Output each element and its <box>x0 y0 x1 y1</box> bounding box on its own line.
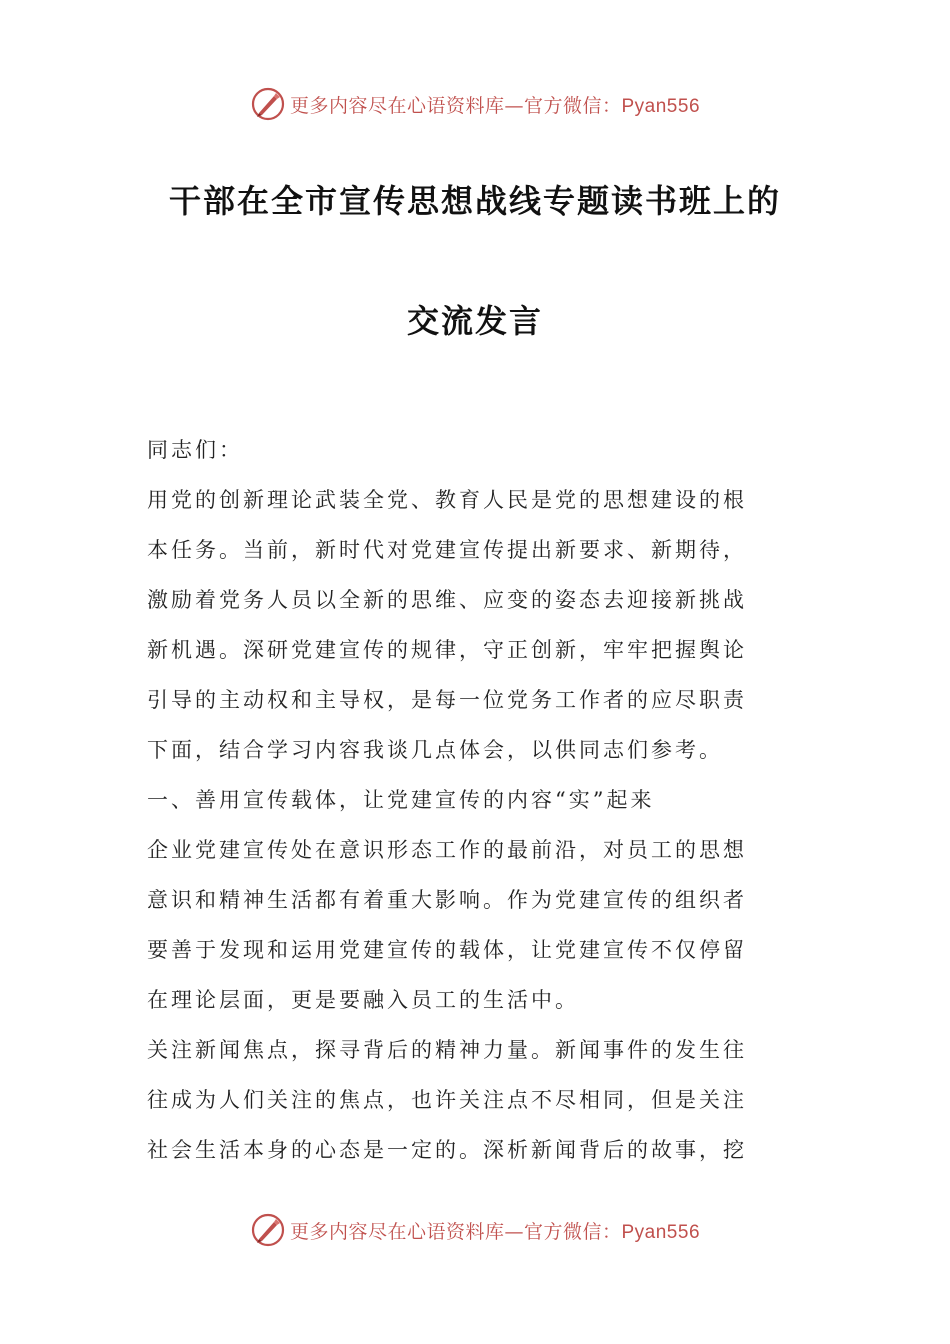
header-banner-main: 更多内容尽在心语资料库—官方微信： <box>289 94 622 117</box>
footer-banner <box>0 1210 950 1250</box>
header-banner-text <box>290 91 700 118</box>
header-wechat-id: Pyan556 <box>621 95 701 117</box>
document-title-line-2: 交流发言 <box>406 302 543 340</box>
section-heading-1: 一、善用宣传载体，让党建宣传的内容“实”起来 <box>147 788 655 812</box>
header-banner <box>0 84 950 124</box>
body-line: 意识和精神生活都有着重大影响。作为党建宣传的组织者 <box>147 888 747 912</box>
body-line: 在理论层面，更是要融入员工的生活中。 <box>147 988 579 1012</box>
body-line: 社会生活本身的心态是一定的。深析新闻背后的故事，挖 <box>147 1138 747 1162</box>
document-title-line-1: 干部在全市宣传思想战线专题读书班上的 <box>168 182 781 220</box>
body-line: 往成为人们关注的焦点，也许关注点不尽相同，但是关注 <box>147 1088 747 1112</box>
pen-logo-icon <box>250 86 286 122</box>
body-line: 本任务。当前，新时代对党建宣传提出新要求、新期待， <box>147 538 747 562</box>
body-line: 激励着党务人员以全新的思维、应变的姿态去迎接新挑战 <box>147 588 747 612</box>
body-line: 用党的创新理论武装全党、教育人民是党的思想建设的根 <box>147 488 747 512</box>
pen-logo-icon <box>250 1212 286 1248</box>
body-line: 下面，结合学习内容我谈几点体会，以供同志们参考。 <box>147 738 723 762</box>
footer-banner-main: 更多内容尽在心语资料库—官方微信： <box>289 1220 622 1243</box>
body-line: 企业党建宣传处在意识形态工作的最前沿，对员工的思想 <box>147 838 747 862</box>
body-line: 新机遇。深研党建宣传的规律，守正创新，牢牢把握舆论 <box>147 638 747 662</box>
footer-banner-text <box>290 1217 700 1244</box>
footer-wechat-id: Pyan556 <box>621 1221 701 1243</box>
body-line: 要善于发现和运用党建宣传的载体，让党建宣传不仅停留 <box>147 938 747 962</box>
body-line-salutation: 同志们： <box>147 438 243 462</box>
body-line: 关注新闻焦点，探寻背后的精神力量。新闻事件的发生往 <box>147 1038 747 1062</box>
body-line: 引导的主动权和主导权，是每一位党务工作者的应尽职责 <box>147 688 747 712</box>
